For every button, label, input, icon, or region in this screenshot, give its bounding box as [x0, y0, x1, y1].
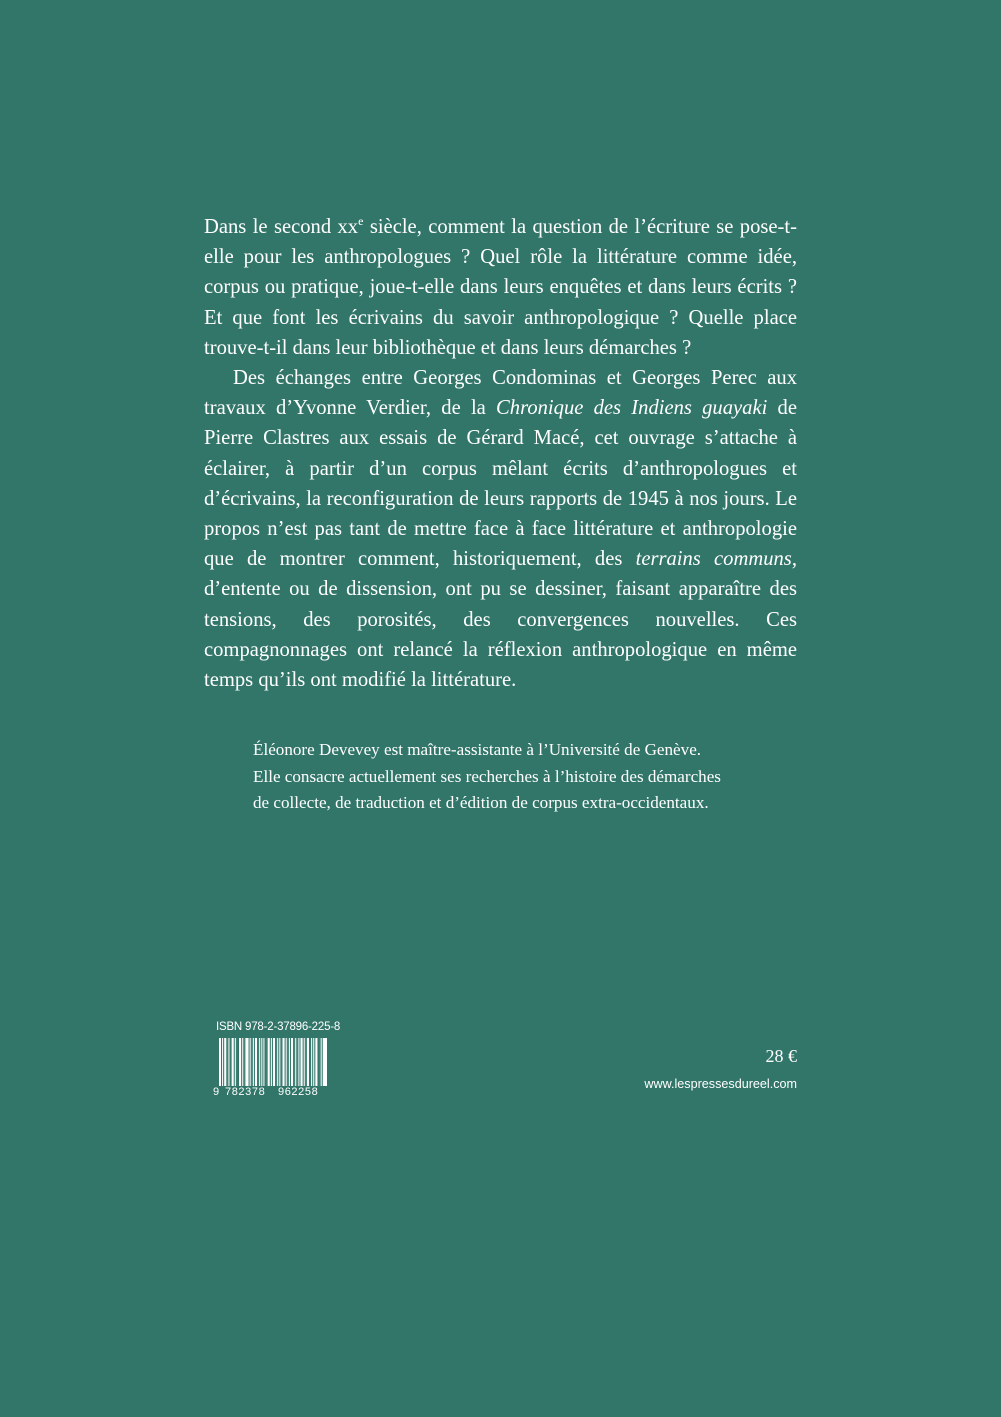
- barcode-bar: [276, 1038, 277, 1086]
- barcode-bar: [252, 1038, 253, 1086]
- barcode-bar: [221, 1038, 222, 1090]
- barcode-bar: [270, 1038, 271, 1086]
- author-bio-line-2: Elle consacre actuellement ses recherches à l’histoire des démarches: [253, 766, 721, 786]
- barcode-bar: [234, 1038, 235, 1086]
- century-superscript: e: [358, 214, 364, 228]
- barcode-bar: [287, 1038, 288, 1086]
- barcode-bar: [309, 1038, 310, 1086]
- blurb-p2-part1: Des échanges entre Georges Condominas et Georges Perec aux travaux d’Yvonne Verdier, de la: [204, 367, 797, 420]
- barcode-bar: [258, 1038, 259, 1086]
- barcode-digits-left: 782378: [225, 1086, 266, 1096]
- barcode-bar: [299, 1038, 300, 1086]
- price: 28 €: [765, 1046, 797, 1066]
- terrains-communs-italic: terrains communs: [635, 548, 792, 571]
- barcode-bar: [264, 1038, 265, 1086]
- barcode-first-digit: 9: [213, 1086, 220, 1096]
- barcode-bar: [322, 1038, 323, 1090]
- barcode-bar: [305, 1038, 306, 1086]
- barcode-bar: [227, 1038, 228, 1086]
- blurb-p1-start: Dans le second xx: [204, 216, 359, 238]
- barcode-bar: [317, 1038, 318, 1086]
- barcode-bar: [290, 1038, 291, 1086]
- author-bio-line-1: Éléonore Devevey est maître-assistante à l’Université de Genève.: [253, 740, 702, 759]
- book-title-italic: Chronique des Indiens guayaki: [496, 397, 768, 420]
- blurb-paragraph-2: [204, 363, 797, 695]
- barcode-bar: [267, 1038, 268, 1086]
- barcode-bar: [272, 1038, 273, 1090]
- barcode-bar: [266, 1038, 267, 1086]
- blurb-p2-part3: , d’entente ou de dissension, ont pu se dessiner, faisant apparaître des tensions, des porosités, des convergences nouvelles. Ces compagnonnages ont relancé la réflexion anthropologique en même temps qu’ils ont modifié la littérature.: [204, 548, 797, 692]
- barcode-bar: [296, 1038, 297, 1086]
- publisher-website: www.lespressesdureel.com: [644, 1077, 797, 1091]
- barcode-bar: [251, 1038, 252, 1086]
- barcode-bar: [312, 1038, 313, 1086]
- barcode-bar: [262, 1038, 263, 1086]
- blurb-p2-part2: de Pierre Clastres aux essais de Gérard Macé, cet ouvrage s’attache à éclairer, à partir d’un corpus mêlant écrits d’anthropologues et d’écrivains, la reconfiguration de leurs rapports de 1945 à nos jours. Le propos n’est pas tant de mettre face à face littérature et anthropologie que de montrer comment, historiquement, des: [204, 397, 797, 571]
- barcode-bar: [288, 1038, 289, 1086]
- barcode-digits-right: 962258: [278, 1086, 319, 1096]
- barcode-icon: [213, 1038, 331, 1096]
- barcode-bar: [223, 1038, 224, 1090]
- barcode-bar: [293, 1038, 294, 1086]
- barcode-bar: [306, 1038, 307, 1086]
- barcode-bar: [280, 1038, 281, 1086]
- barcode-bar: [303, 1038, 304, 1086]
- barcode-bar: [314, 1038, 315, 1086]
- author-bio: [253, 737, 813, 817]
- barcode-bar: [244, 1038, 245, 1086]
- barcode-bar: [319, 1038, 320, 1086]
- back-cover-blurb: [204, 212, 797, 695]
- barcode-bar: [281, 1038, 282, 1086]
- barcode-bar: [226, 1038, 227, 1086]
- barcode-bar: [231, 1038, 232, 1086]
- barcode-bar: [294, 1038, 295, 1086]
- barcode-bar: [237, 1038, 238, 1086]
- isbn-label: ISBN 978-2-37896-225-8: [216, 1021, 341, 1033]
- barcode-bar: [260, 1038, 261, 1086]
- barcode-bar: [257, 1038, 258, 1086]
- author-bio-line-3: de collecte, de traduction et d’édition de corpus extra-occidentaux.: [253, 793, 709, 812]
- barcode-bar: [320, 1038, 321, 1090]
- barcode-bar: [236, 1038, 237, 1086]
- barcode-bar: [278, 1038, 279, 1086]
- blurb-paragraph-1: [204, 212, 797, 363]
- barcode-bar: [254, 1038, 255, 1086]
- barcode-bar: [238, 1038, 239, 1086]
- barcode-bar: [297, 1038, 298, 1086]
- blurb-p1-rest: siècle, comment la question de l’écriture se pose-t-elle pour les anthropologues ? Quel rôle la littérature comme idée, corpus ou pratique, joue-t-elle dans leurs enquêtes et dans leurs écrits ? Et que font les écrivains du savoir anthropologique ? Quelle place trouve-t-il dans leur bibliothèque et dans leurs démarches ?: [204, 216, 797, 359]
- barcode-bar: [249, 1038, 250, 1086]
- isbn-barcode: [213, 1020, 341, 1096]
- barcode-bar: [241, 1038, 242, 1086]
- barcode-bar: [285, 1038, 286, 1086]
- barcode-bar: [310, 1038, 311, 1086]
- barcode-bar: [229, 1038, 230, 1086]
- barcode-bar: [275, 1038, 276, 1086]
- barcode-bar: [243, 1038, 244, 1086]
- barcode-image: [213, 1038, 331, 1096]
